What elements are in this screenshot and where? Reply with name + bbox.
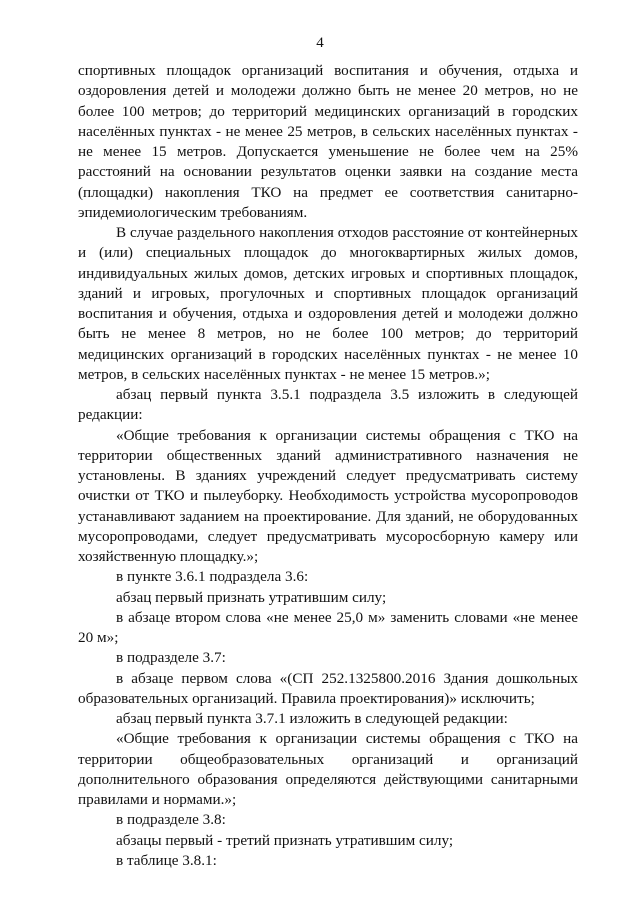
paragraph-exclude-sp: в абзаце первом слова «(СП 252.1325800.2016 Здания дошкольных образовательных организаций. Правила проектирования)» исключить; [78,669,578,707]
paragraph-first-third-invalid: абзацы первый - третий признать утратившим силу; [116,831,454,849]
paragraph-item-3-6-1: в пункте 3.6.1 подраздела 3.6: [116,568,309,586]
paragraph-subsection-3-8: в подразделе 3.8: [116,811,226,829]
paragraph-quote-public-buildings: «Общие требования к организации системы обращения с ТКО на территории общественных зданий административного назначения не установлены. В зданиях учреждений следует предусматривать систему очистки от ТКО и пылеуборку. Необходимость устройства мусоропроводов устанавливают заданием на проектирование. Для зданий, не оборудованных мусоропроводами, следует предусматривать мусоросборную камеру или хозяйственную площадку.»; [78,426,578,565]
paragraph-table-3-8-1: в таблице 3.8.1: [116,851,217,869]
paragraph-item-3-7-1: абзац первый пункта 3.7.1 изложить в следующей редакции: [116,710,508,727]
paragraph-subsection-3-7: в подразделе 3.7: [116,649,226,667]
paragraph-second-replace: в абзаце втором слова «не менее 25,0 м» заменить словами «не менее 20 м»; [78,608,578,646]
paragraph-quote-education: «Общие требования к организации системы обращения с ТКО на территории общеобразовательных организаций и организаций дополнительного образования определяются действующими санитарными правилами и нормами.»; [78,730,578,808]
document-body [78,61,578,871]
paragraph-separate-collection: В случае раздельного накопления отходов расстояние от контейнерных и (или) специальных площадок до многоквартирных жилых домов, индивидуальных жилых домов, детских игровых и спортивных площадок, зданий и игровых, прогулочных и спортивных площадок организаций воспитания и обучения, отдыха и оздоровления детей и молодежи должно быть не менее 8 метров, но не более 100 метров; до территорий медицинских организаций в городских населённых пунктах - не менее 10 метров, в сельских населённых пунктах - не менее 15 метров.»; [78,224,578,383]
paragraph-continuation: спортивных площадок организаций воспитания и обучения, отдыха и оздоровления детей и молодежи должно быть не менее 20 метров, но не более 100 метров; до территорий медицинских организаций в городских населённых пунктах - не менее 25 метров, в сельских населённых пунктах - не менее 15 метров. Допускается уменьшение не более чем на 25% расстояний на основании результатов оценки заявки на создание места (площадки) накопления ТКО на предмет ее соответствия санитарно-эпидемиологическим требованиям. [78,62,578,221]
paragraph-item-3-5-1: абзац первый пункта 3.5.1 подраздела 3.5 изложить в следующей редакции: [78,386,578,424]
paragraph-first-invalid: абзац первый признать утратившим силу; [116,588,387,606]
page-number: 4 [316,35,324,51]
